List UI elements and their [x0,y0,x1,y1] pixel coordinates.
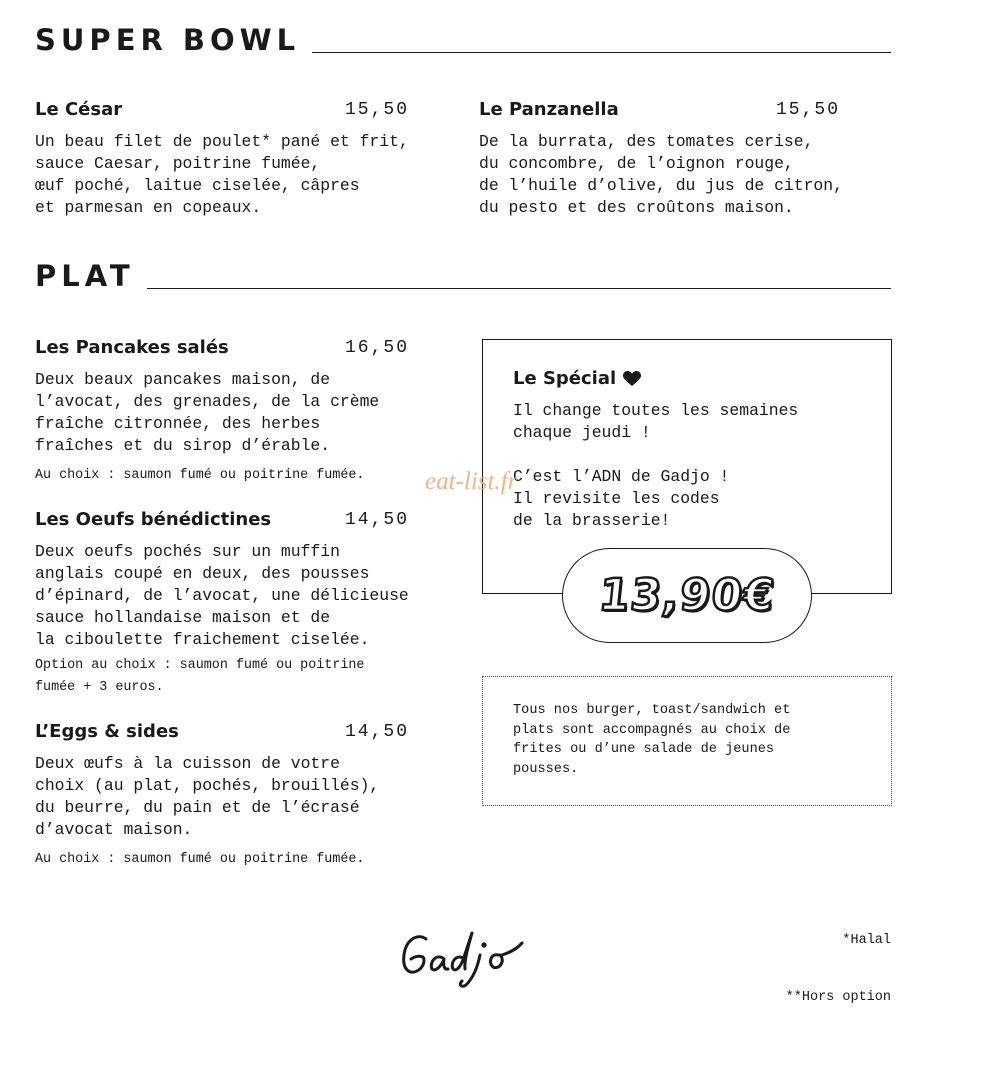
dish-price: 14,50 [345,510,410,530]
menu-item-eggs-sides [35,721,465,871]
dish-name: Le César [35,99,123,120]
special-price: 13,90€ [596,570,778,621]
special-title: Le Spécial [513,368,617,389]
super-bowl-title: SUPER BOWL [35,23,301,57]
dish-price: 14,50 [345,722,410,742]
dish-name: Le Panzanella [479,99,619,120]
dish-note: Au choix : saumon fumé ou poitrine fumée. [35,852,365,867]
dish-name: L’Eggs & sides [35,721,179,742]
super-bowl-rule [312,52,891,53]
special-price-badge [562,548,812,643]
dish-price: 15,50 [776,100,841,120]
footnote-halal: *Halal [842,933,891,948]
special-header [513,368,641,390]
dish-price: 16,50 [345,338,410,358]
dish-description: Un beau filet de poulet* pané et frit, sauce Caesar, poitrine fumée, œuf poché, laitue ciselée, câpres et parmesan en copeaux. [35,132,409,217]
dish-description: Deux beaux pancakes maison, de l’avocat, des grenades, de la crème fraîche citronnée, des herbes fraîches et du sirop d’érable. [35,370,380,455]
dish-name: Les Oeufs bénédictines [35,509,272,530]
dish-note: Au choix : saumon fumé ou poitrine fumée. [35,468,365,483]
footnotes [786,893,891,1026]
super-bowl-heading [35,23,891,57]
special-tagline: C’est l’ADN de Gadjo ! Il revisite les codes de la brasserie! [513,467,730,530]
menu-item-pancakes [35,337,465,487]
gadjo-logo-signature [398,925,528,990]
watermark: eat-list.fr [425,468,518,495]
dish-name: Les Pancakes salés [35,337,229,358]
dish-price: 15,50 [345,100,410,120]
dish-description: Deux oeufs pochés sur un muffin anglais coupé en deux, des pousses d’épinard, de l’avocat, une délicieuse sauce hollandaise maison et de la ciboulette fraichement ciselée. [35,542,409,649]
sides-info-text: Tous nos burger, toast/sandwich et plats sont accompagnés au choix de frites ou d’une salade de jeunes pousses. [513,703,791,777]
plat-heading [35,259,891,293]
menu-item-panzanella [479,99,899,219]
footnote-hors-option: **Hors option [785,990,891,1005]
gadjo-logo [398,925,528,990]
plat-rule [147,288,891,289]
menu-item-oeufs-benedictines [35,509,465,699]
menu-item-cesar [35,99,455,219]
dish-description: De la burrata, des tomates cerise, du concombre, de l’oignon rouge, de l’huile d’olive, du jus de citron, du pesto et des croûtons maison. [479,132,843,217]
dish-description: Deux œufs à la cuisson de votre choix (au plat, pochés, brouillés), du beurre, du pain et de l’écrasé d’avocat maison. [35,754,380,839]
heart-icon [623,371,641,387]
plat-title: PLAT [35,259,135,293]
dish-note: Option au choix : saumon fumé ou poitrine fumée + 3 euros. [35,658,365,695]
special-schedule: Il change toutes les semaines chaque jeudi ! [513,401,799,442]
sides-info-box [482,676,892,806]
